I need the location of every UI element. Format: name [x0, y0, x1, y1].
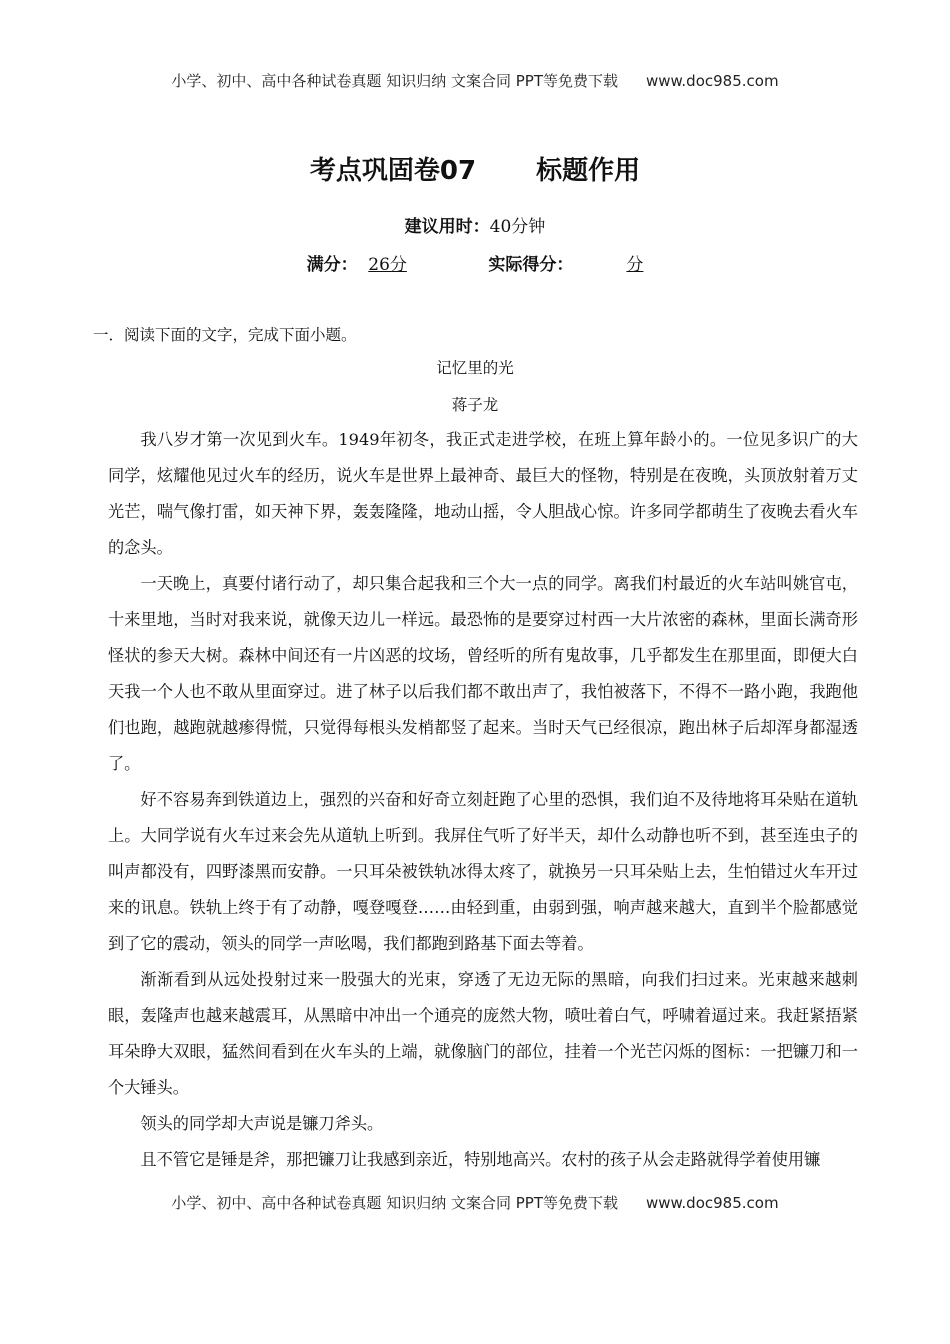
- header-text: 小学、初中、高中各种试卷真题 知识归纳 文案合同 PPT等免费下载: [171, 72, 618, 90]
- actual-score-label: 实际得分：: [488, 255, 574, 275]
- time-value: 40分钟: [489, 217, 546, 237]
- page-footer: [0, 1192, 950, 1213]
- paragraph: 且不管它是锤是斧，那把镰刀让我感到亲近，特别地高兴。农村的孩子从会走路就得学着使用镰: [140, 1150, 821, 1169]
- paragraph: 一天晚上，真要付诸行动了，却只集合起我和三个大一点的同学。离我们村最近的火车站叫姚官屯，十来里地，当时对我来说，就像天边儿一样远。最恐怖的是要穿过村西一大片浓密的森林，里面长满奇形怪状的参天大树。森林中间还有一片凶恶的坟场，曾经听的所有鬼故事，几乎都发生在那里面，即便大白天我一个人也不敢从里面穿过。进了林子以后我们都不敢出声了，我怕被落下，不得不一路小跑，我跑他们也跑，越跑就越瘆得慌，只觉得每根头发梢都竖了起来。当时天气已经很凉，跑出林子后却浑身都湿透了。: [108, 574, 858, 773]
- paragraph: 我八岁才第一次见到火车。1949年初冬，我正式走进学校，在班上算年龄小的。一位见多识广的大同学，炫耀他见过火车的经历，说火车是世界上最神奇、最巨大的怪物，特别是在夜晚，头顶放射着万丈光芒，喘气像打雷，如天神下界，轰轰隆隆，地动山摇，令人胆战心惊。许多同学都萌生了夜晚去看火车的念头。: [108, 430, 858, 557]
- paragraph: 渐渐看到从远处投射过来一股强大的光束，穿透了无边无际的黑暗，向我们扫过来。光束越来越刺眼，轰隆声也越来越震耳，从黑暗中冲出一个通亮的庞然大物，喷吐着白气，呼啸着逼过来。我赶紧捂紧耳朵睁大双眼，猛然间看到在火车头的上端，就像脑门的部位，挂着一个光芒闪烁的图标：一把镰刀和一个大锤头。: [108, 970, 858, 1097]
- page-title: [0, 150, 950, 187]
- actual-score-field[interactable]: 分: [626, 255, 644, 275]
- full-score-label: 满分：: [306, 255, 358, 275]
- title-right: 标题作用: [536, 156, 641, 186]
- article-title: 记忆里的光: [436, 359, 514, 377]
- full-score-value: 26分: [368, 255, 407, 275]
- footer-text: 小学、初中、高中各种试卷真题 知识归纳 文案合同 PPT等免费下载: [171, 1194, 618, 1212]
- suggested-time: [0, 212, 950, 237]
- section-heading: 一．阅读下面的文字，完成下面小题。: [93, 326, 357, 344]
- title-left: 考点巩固卷07: [309, 156, 477, 186]
- header-url[interactable]: www.doc985.com: [645, 72, 779, 90]
- time-label: 建议用时：: [404, 217, 490, 237]
- paragraph: 好不容易奔到铁道边上，强烈的兴奋和好奇立刻赶跑了心里的恐惧，我们迫不及待地将耳朵贴在道轨上。大同学说有火车过来会先从道轨上听到。我屏住气听了好半天，却什么动静也听不到，甚至连虫子的叫声都没有，四野漆黑而安静。一只耳朵被铁轨冰得太疼了，就换另一只耳朵贴上去，生怕错过火车开过来的讯息。铁轨上终于有了动静，嘎登嘎登……由轻到重，由弱到强，响声越来越大，直到半个脸都感觉到了它的震动，领头的同学一声吆喝，我们都跑到路基下面去等着。: [108, 790, 858, 953]
- paragraph: 领头的同学却大声说是镰刀斧头。: [140, 1114, 384, 1133]
- article-author: 蒋子龙: [451, 396, 499, 414]
- page-header: [0, 70, 950, 91]
- article-body: [108, 422, 858, 1178]
- footer-url[interactable]: www.doc985.com: [645, 1194, 779, 1212]
- score-line: [0, 250, 950, 275]
